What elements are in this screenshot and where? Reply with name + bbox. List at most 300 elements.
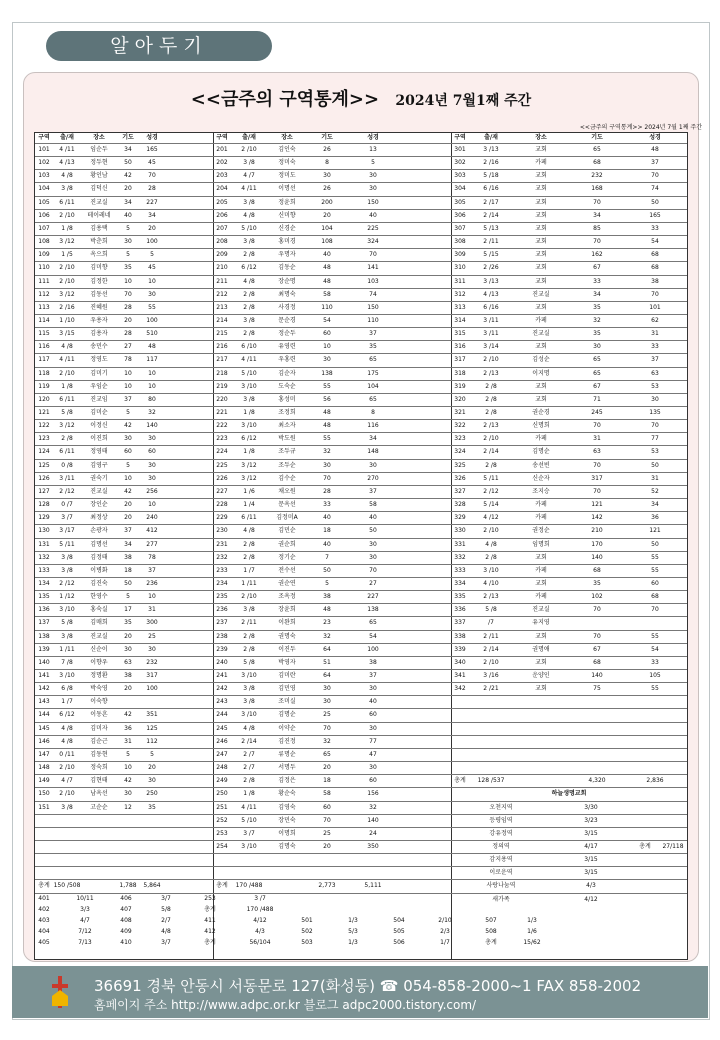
table-cell: 진교실 (90, 632, 108, 640)
table-cell: 42 (124, 422, 132, 430)
table-cell: 김수순 (278, 474, 296, 482)
column-header: 출/재 (484, 134, 498, 141)
table-cell: 48 (148, 343, 156, 351)
table-cell: 2/10 (438, 916, 452, 924)
table-cell: 2,836 (646, 777, 664, 785)
row-divider (35, 774, 687, 775)
table-cell: 2 /8 (243, 777, 255, 785)
table-cell: 2 /10 (59, 764, 75, 772)
table-cell: 15/62 (523, 938, 541, 946)
table-cell: 121 (38, 409, 50, 416)
table-cell: 318 (454, 369, 466, 377)
table-cell: 30 (369, 724, 377, 732)
table-cell: 2 /10 (241, 146, 257, 153)
table-cell: 503 (301, 938, 313, 946)
row-divider (35, 551, 687, 552)
table-cell: 506 (393, 938, 405, 946)
table-cell: 55 (651, 632, 659, 640)
table-cell: 2 /8 (243, 632, 255, 640)
row-divider (35, 722, 687, 723)
table-cell: 312 (454, 290, 466, 298)
table-cell: 200 (321, 198, 333, 206)
table-cell: 이로운역 (489, 869, 513, 877)
table-cell: 총계 (204, 905, 216, 913)
table-cell: 40 (124, 211, 132, 219)
table-cell: 신순자 (532, 474, 550, 482)
table-cell: 이숙향 (90, 698, 108, 706)
table-cell: 225 (216, 461, 228, 469)
table-cell: 2 /10 (59, 790, 75, 798)
table-cell: 70 (651, 290, 659, 298)
table-cell: 227 (216, 487, 228, 495)
table-cell: 12 (124, 803, 132, 811)
table-cell: 3 /8 (243, 698, 255, 706)
table-cell: 150 /508 (53, 882, 81, 890)
table-cell: 145 (38, 724, 50, 732)
table-cell: 102 (591, 593, 603, 601)
table-cell: 48 (323, 606, 331, 614)
table-cell: 김미자 (90, 724, 108, 732)
column-header: 성경 (146, 134, 158, 141)
table-cell: 56/104 (249, 938, 271, 946)
table-cell: 35 (124, 264, 132, 272)
table-cell: 237 (216, 619, 228, 627)
table-cell: 김민순 (278, 527, 296, 535)
row-divider (35, 708, 687, 709)
table-cell: 32 (323, 448, 331, 456)
table-cell: 211 (216, 277, 228, 285)
table-cell: 이지명 (532, 369, 550, 377)
table-cell: 옥으희 (90, 251, 108, 259)
table-cell: 56 (323, 395, 331, 403)
table-cell: 51 (323, 658, 331, 666)
table-cell: 3 /12 (241, 474, 257, 482)
table-cell: 100 (146, 316, 158, 324)
table-cell: 5 (126, 593, 130, 601)
table-cell: 김영구 (90, 461, 108, 469)
table-cell: 510 (146, 330, 158, 338)
table-cell: 0 /7 (61, 501, 73, 509)
table-cell: 교회 (535, 172, 547, 180)
table-cell: 17 (124, 606, 132, 614)
table-cell: 333 (454, 566, 466, 574)
table-cell: 156 (367, 790, 379, 798)
table-cell: 315 (454, 330, 466, 338)
table-cell: 107 (38, 224, 50, 232)
table-cell: 정미숙 (278, 159, 296, 167)
table-cell: 37 (369, 330, 377, 338)
table-cell: 김명숙 (278, 842, 296, 850)
table-cell: 정순두 (278, 330, 296, 338)
table-cell: 34 (369, 435, 377, 443)
table-cell: 50 (124, 579, 132, 587)
table-cell: 김덕신 (90, 185, 108, 193)
table-cell: 홍성미 (278, 395, 296, 403)
table-cell: 55 (323, 435, 331, 443)
table-cell: 208 (216, 238, 228, 246)
table-cell: 68 (651, 251, 659, 259)
table-cell: 4 /8 (243, 527, 255, 535)
table-cell: 이동흔 (90, 711, 108, 719)
table-cell: 2 /8 (243, 645, 255, 653)
row-divider (35, 682, 687, 683)
table-cell: 4 /13 (59, 159, 75, 167)
table-cell: 133 (38, 566, 50, 574)
table-cell: 교회 (535, 251, 547, 259)
table-cell: 42 (124, 172, 132, 180)
table-cell (625, 616, 685, 629)
table-cell: 김미기 (90, 369, 108, 377)
table-cell: 502 (301, 927, 313, 935)
table-cell: 215 (216, 330, 228, 338)
table-cell: 2 /10 (483, 435, 499, 443)
table-cell: 2 /8 (61, 435, 73, 443)
row-divider (35, 196, 687, 197)
table-cell: 진혜원 (90, 303, 108, 311)
table-cell: 240 (216, 658, 228, 666)
table-cell: 30 (369, 185, 377, 193)
table-cell: 이병화 (90, 566, 108, 574)
table-cell: 3 /8 (61, 185, 73, 193)
table-cell: 2 /16 (59, 303, 75, 311)
table-cell: 309 (454, 251, 466, 259)
table-cell: 교회 (535, 238, 547, 246)
table-cell: 20 (124, 632, 132, 640)
table-cell: 112 (146, 737, 158, 745)
table-cell: 3 /8 (61, 566, 73, 574)
table-cell: 교회 (535, 146, 547, 153)
table-cell: 54 (369, 632, 377, 640)
table-cell: 30 (124, 790, 132, 798)
table-cell: 장인순 (90, 501, 108, 509)
table-cell: 10/11 (76, 894, 94, 902)
table-cell: 5 (150, 251, 154, 259)
table-cell: 240 (146, 514, 158, 522)
table-cell: 242 (216, 685, 228, 693)
table-cell: 2 /12 (59, 487, 75, 495)
table-cell: 20 (148, 224, 156, 232)
table-cell: 143 (38, 698, 50, 706)
table-cell: 3/15 (584, 829, 598, 837)
table-cell: 3 /8 (61, 632, 73, 640)
table-cell: 50 (651, 540, 659, 548)
table-cell: 1 /8 (243, 448, 255, 456)
table-cell: 508 (485, 927, 497, 935)
table-cell: 권숙기 (90, 474, 108, 482)
table-cell: 신경순 (278, 224, 296, 232)
table-cell: 문옥선 (278, 501, 296, 509)
row-divider (35, 472, 687, 473)
table-cell: 고순순 (90, 803, 108, 811)
table-cell: 322 (454, 422, 466, 430)
table-cell: 홍숙실 (90, 606, 108, 614)
table-cell: 3 /8 (243, 685, 255, 693)
table-cell: 227 (367, 593, 379, 601)
table-cell (267, 879, 307, 892)
table-cell: 207 (216, 224, 228, 232)
table-cell: 총계 (38, 882, 50, 890)
table-cell: 30 (323, 685, 331, 693)
table-cell: 3 /12 (59, 422, 75, 430)
table-cell: 68 (593, 566, 601, 574)
table-cell: 정영도 (90, 356, 108, 364)
table-cell: 38 (124, 553, 132, 561)
table-cell: 조두순 (278, 461, 296, 469)
table-cell: 신순이 (90, 645, 108, 653)
row-divider (35, 748, 687, 749)
table-cell: 70 (124, 290, 132, 298)
table-cell: 2 /8 (485, 409, 497, 416)
table-cell: 3 /13 (483, 146, 499, 153)
table-cell: 임명희 (532, 540, 550, 548)
row-divider (35, 367, 687, 368)
table-cell: 138 (321, 369, 333, 377)
table-cell: 우임순 (90, 382, 108, 390)
table-cell: 20 (124, 501, 132, 509)
table-cell: 70 (148, 172, 156, 180)
table-cell: 김순근 (90, 737, 108, 745)
table-cell: 104 (38, 185, 50, 193)
table-cell: 36 (124, 724, 132, 732)
table-cell: 5 (371, 159, 375, 167)
table-cell: 유지영 (532, 619, 550, 627)
table-cell: 70 (651, 606, 659, 614)
table-cell: 170 (591, 540, 603, 548)
table-cell: 249 (216, 777, 228, 785)
table-cell: 신미향 (278, 211, 296, 219)
table-cell: 31 (651, 474, 659, 482)
row-divider (35, 353, 687, 354)
table-cell: 3 /11 (483, 330, 499, 338)
table-cell: 65 (593, 146, 601, 153)
table-cell: 2/7 (161, 916, 171, 924)
table-cell: 141 (367, 264, 379, 272)
table-cell: 319 (454, 382, 466, 390)
table-cell: 10 (148, 593, 156, 601)
table-cell: 144 (38, 711, 50, 719)
table-cell: 교회 (535, 198, 547, 206)
table-cell: 77 (369, 737, 377, 745)
table-cell: 장윤희 (278, 606, 296, 614)
table-cell: 1 /5 (61, 251, 73, 259)
table-cell: 정두현 (90, 159, 108, 167)
church-logo-icon (50, 976, 70, 1008)
table-cell: 229 (216, 514, 228, 522)
table-cell: 김성순 (532, 356, 550, 364)
table-cell: 5 (126, 750, 130, 758)
table-cell: 65 (593, 356, 601, 364)
table-cell: 3 /8 (61, 803, 73, 811)
table-cell: 2 /12 (483, 487, 499, 495)
table-cell: 140 (38, 658, 50, 666)
table-cell: 2 /14 (241, 737, 257, 745)
table-cell: 사랑나눔역 (486, 882, 516, 890)
table-cell: 219 (216, 382, 228, 390)
table-cell: 20 (148, 764, 156, 772)
column-header: 출/재 (60, 134, 74, 141)
table-cell: 336 (454, 606, 466, 614)
row-divider (35, 498, 687, 499)
table-cell: 2 /14 (483, 448, 499, 456)
table-cell: 33 (323, 501, 331, 509)
table-cell: 교회 (535, 264, 547, 272)
table-cell: 235 (216, 593, 228, 601)
table-cell: 박춘희 (90, 238, 108, 246)
table-cell: 30 (148, 645, 156, 653)
table-cell: 0 /8 (61, 461, 73, 469)
table-cell: 교회 (535, 395, 547, 403)
table-cell: 4 /11 (59, 146, 75, 153)
table-cell: 4 /13 (483, 290, 499, 298)
table-cell: 3/7 (161, 894, 171, 902)
table-cell: 104 (367, 382, 379, 390)
table-cell: 149 (38, 777, 50, 785)
table-cell: 4 /11 (241, 185, 257, 193)
table-cell: 324 (367, 238, 379, 246)
table-cell: 33 (593, 277, 601, 285)
table-cell: 3 /11 (59, 474, 75, 482)
table-cell: 135 (649, 409, 661, 416)
row-divider (35, 485, 687, 486)
table-cell: 6 /11 (59, 198, 75, 206)
row-divider (35, 314, 687, 315)
table-cell: 54 (651, 645, 659, 653)
table-cell: 진교실 (90, 487, 108, 495)
table-cell: 박숙영 (90, 685, 108, 693)
table-cell: 4/12 (584, 895, 598, 903)
table-cell: 252 (216, 816, 228, 824)
table-cell: 221 (216, 409, 228, 416)
table-cell: 37 (651, 159, 659, 167)
table-cell: 20 (124, 316, 132, 324)
table-cell: 2 /13 (483, 593, 499, 601)
table-cell: 30 (323, 698, 331, 706)
table-cell: 이명선 (278, 185, 296, 193)
table-cell: 42 (124, 711, 132, 719)
table-cell: 3 /10 (241, 842, 257, 850)
table-cell: 정미도 (278, 172, 296, 180)
table-cell: 128 /537 (477, 777, 505, 785)
table-cell: 4 /11 (59, 356, 75, 364)
table-cell: 2 /17 (483, 198, 499, 206)
table-cell: 1 /10 (59, 316, 75, 324)
table-cell: 2 /10 (241, 593, 257, 601)
statistics-table (34, 132, 688, 960)
table-cell: 104 (321, 224, 333, 232)
table-cell: 140 (367, 816, 379, 824)
small-title: <<금주의 구역통계>> 2024년 7월 1째 주간 (579, 124, 702, 131)
table-cell: 5 /8 (61, 409, 73, 416)
table-cell: 이향우 (90, 658, 108, 666)
table-cell: 103 (38, 172, 50, 180)
table-cell: 68 (593, 159, 601, 167)
table-cell: 5 (150, 750, 154, 758)
row-divider (35, 866, 687, 867)
table-cell: 5 (126, 409, 130, 416)
table-cell: 2 /26 (483, 264, 499, 272)
table-cell: 3 /7 (254, 894, 266, 902)
table-cell: 정영태 (90, 448, 108, 456)
table-cell: 30 (148, 777, 156, 785)
row-divider (35, 669, 687, 670)
table-cell: 5 /8 (485, 606, 497, 614)
table-cell: 7/13 (78, 938, 92, 946)
table-cell: 37 (651, 356, 659, 364)
table-cell (513, 774, 569, 787)
table-cell: 80 (148, 395, 156, 403)
table-cell: 카페 (535, 501, 547, 509)
table-cell: 2 /10 (483, 527, 499, 535)
table-cell: 410 (120, 938, 132, 946)
row-divider (35, 459, 687, 460)
table-cell: 37 (369, 487, 377, 495)
table-cell: 121 (591, 501, 603, 509)
table-cell: 6 /12 (59, 711, 75, 719)
table-cell: 37 (124, 395, 132, 403)
table-cell: 김진숙 (90, 579, 108, 587)
table-cell: 314 (454, 316, 466, 324)
table-cell: 권순경 (532, 409, 550, 416)
table-cell: 3 /8 (243, 316, 255, 324)
table-cell: 412 (204, 927, 216, 935)
table-cell: 황인남 (90, 172, 108, 180)
section-tab: 알아두기 (46, 31, 272, 61)
table-cell: 진교실 (532, 330, 550, 338)
table-cell: 김정은 (278, 777, 296, 785)
table-cell: 3 /10 (59, 672, 75, 679)
table-cell: 117 (38, 356, 50, 364)
table-cell: 38 (323, 593, 331, 601)
table-cell: 339 (454, 645, 466, 653)
table-cell: 2 /10 (59, 211, 75, 219)
table-cell: 317 (146, 672, 158, 679)
table-cell: 34 (124, 198, 132, 206)
table-cell: 70 (593, 487, 601, 495)
table-cell: 254 (216, 842, 228, 850)
table-cell: 6 /11 (59, 395, 75, 403)
row-divider (35, 511, 687, 512)
table-cell: 임순두 (90, 146, 108, 153)
table-cell: 20 (124, 514, 132, 522)
table-cell: 30 (369, 461, 377, 469)
table-cell: 50 (323, 566, 331, 574)
table-cell: 4 /11 (241, 803, 257, 811)
table-cell: 4 /11 (241, 356, 257, 364)
table-cell: 302 (454, 159, 466, 167)
table-cell: 35 (148, 803, 156, 811)
table-cell: 교회 (535, 685, 547, 693)
table-cell: 33 (651, 343, 659, 351)
table-cell: 30 (124, 435, 132, 443)
row-divider (35, 840, 687, 841)
extra-section-header: 하늘생명교회 (551, 790, 587, 798)
table-cell: 32 (369, 803, 377, 811)
table-cell: 205 (216, 198, 228, 206)
table-cell: 30 (369, 540, 377, 548)
table-cell: 김동선 (90, 290, 108, 298)
table-cell: 227 (146, 198, 158, 206)
table-cell: 30 (148, 474, 156, 482)
table-cell: 120 (38, 395, 50, 403)
table-cell: 118 (38, 369, 50, 377)
table-cell: 5 /13 (483, 224, 499, 232)
table-cell: 54 (651, 238, 659, 246)
table-cell: 60 (323, 330, 331, 338)
table-cell: 조옥정 (278, 593, 296, 601)
table-cell: 2 /13 (483, 369, 499, 377)
table-cell: 13 (369, 146, 377, 153)
table-cell: 2 /10 (59, 369, 75, 377)
